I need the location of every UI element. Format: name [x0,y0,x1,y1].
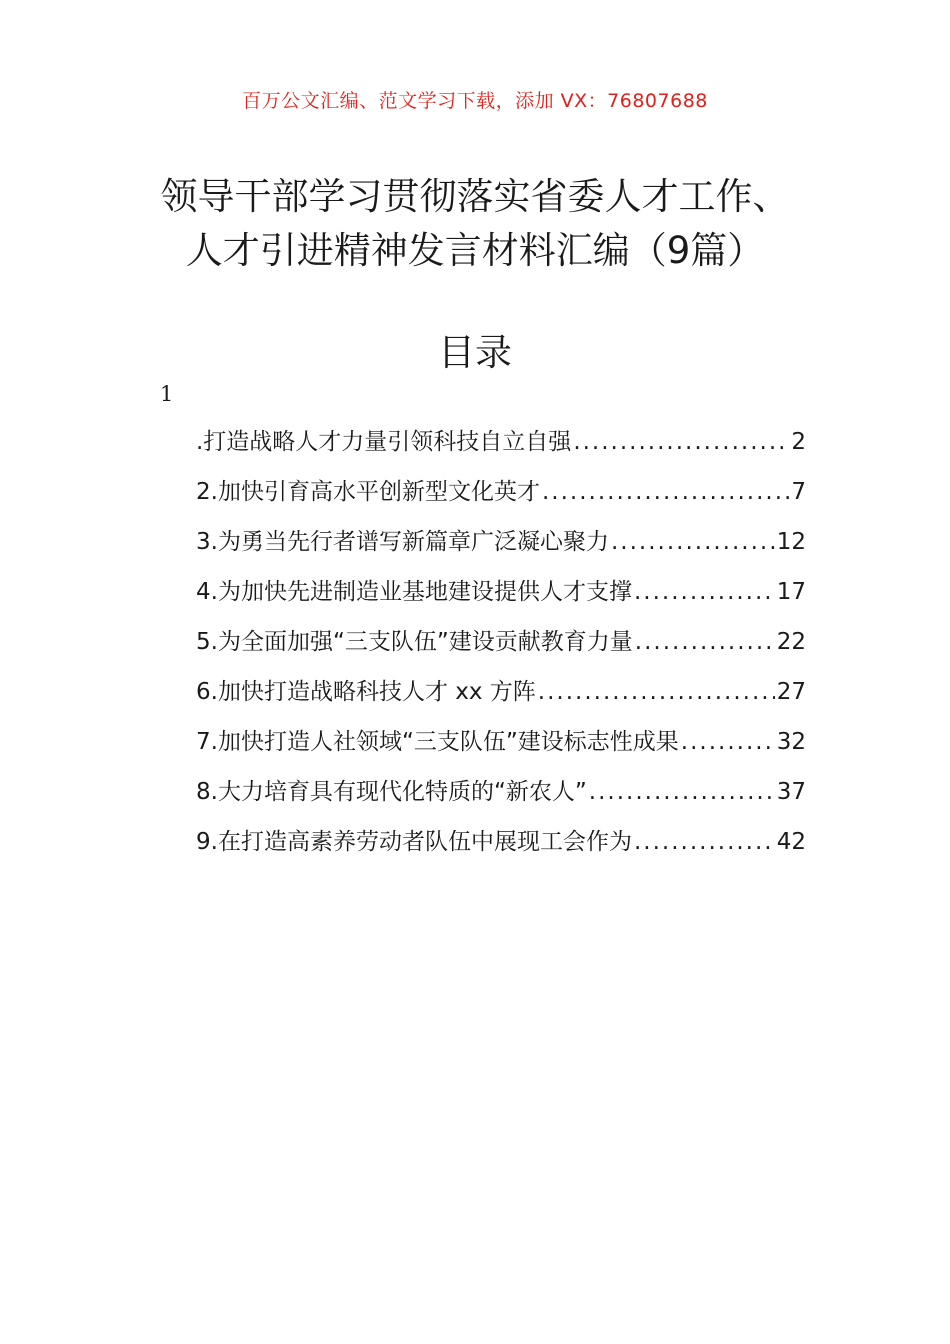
toc-entry-page: 22 [776,629,806,655]
toc-dot-leader [681,729,775,755]
toc-dot-leader [635,629,775,655]
toc-entry-title: 2.加快引育高水平创新型文化英才 [196,479,540,505]
toc-entry[interactable] [196,573,806,623]
toc-dot-leader [542,479,789,505]
toc-entry-page: 37 [776,779,806,805]
toc-entry-page: 17 [776,579,806,605]
toc-entry-page: 27 [776,679,806,705]
toc-dot-leader [573,429,789,455]
toc-entry-title: 7.加快打造人社领域“三支队伍”建设标志性成果 [196,729,679,755]
toc-entry[interactable] [196,623,806,673]
toc-dot-leader [634,829,775,855]
toc-entry[interactable] [196,673,806,723]
toc-dot-leader [634,579,775,605]
toc-heading: 目录 [438,331,512,374]
download-ad-banner: 百万公文汇编、范文学习下载，添加 VX：76807688 [242,90,708,112]
toc-entry-title: 3.为勇当先行者谱写新篇章广泛凝心聚力 [196,529,609,555]
toc-entry[interactable] [196,723,806,773]
toc-entry-title: 8.大力培育具有现代化特质的“新农人” [196,779,587,805]
toc-entry[interactable] [196,423,806,473]
toc-entry-title: .打造战略人才力量引领科技自立自强 [196,429,572,455]
toc-entry-title: 5.为全面加强“三支队伍”建设贡献教育力量 [196,629,633,655]
table-of-contents [196,423,806,873]
toc-entry-page: 32 [776,729,806,755]
toc-entry-page: 12 [776,529,806,555]
toc-entry[interactable] [196,773,806,823]
toc-entry[interactable] [196,473,806,523]
toc-dot-leader [589,779,775,805]
toc-entry-title: 6.加快打造战略科技人才 xx 方阵 [196,679,536,705]
toc-entry-page: 2 [791,429,806,455]
toc-entry-page: 7 [791,479,806,505]
document-title: 领导干部学习贯彻落实省委人才工作、人才引进精神发言材料汇编（9篇） [160,175,790,272]
toc-entry[interactable] [196,523,806,573]
toc-entry-title: 9.在打造高素养劳动者队伍中展现工会作为 [196,829,632,855]
toc-dot-leader [611,529,775,555]
toc-entry[interactable] [196,823,806,873]
toc-entry-title: 4.为加快先进制造业基地建设提供人才支撑 [196,579,632,605]
stray-page-number: 1 [160,382,174,406]
toc-dot-leader [538,679,775,705]
toc-entry-page: 42 [776,829,806,855]
